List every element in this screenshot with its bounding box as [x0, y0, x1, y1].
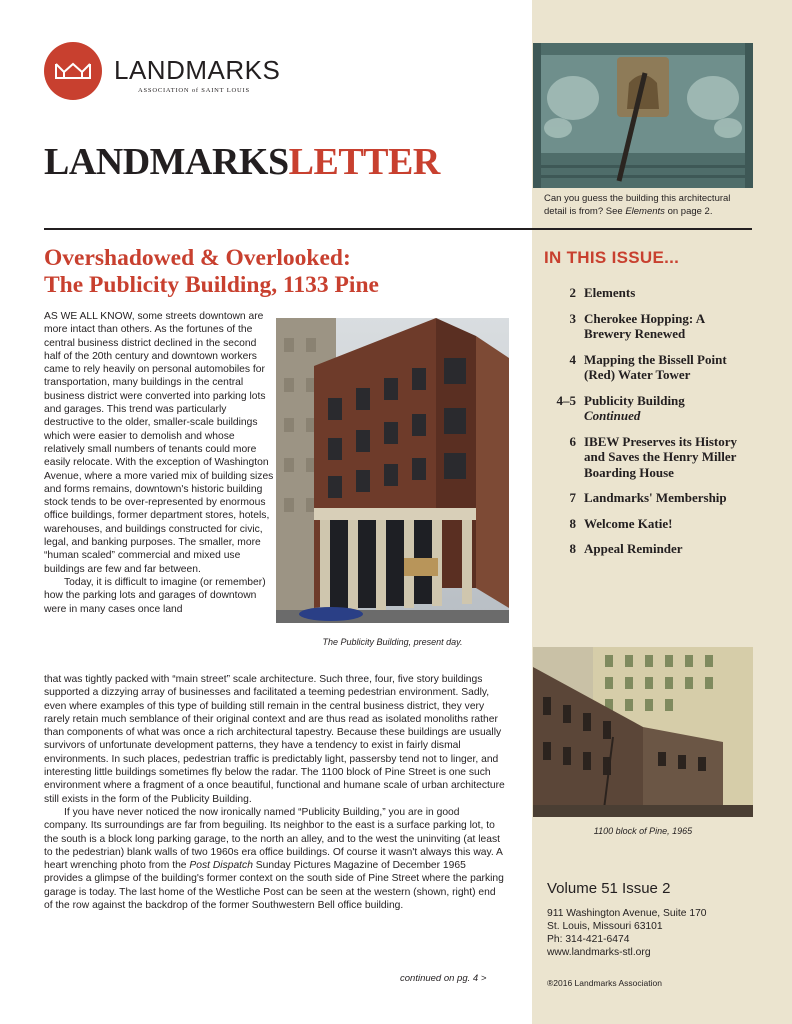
- phone-number: Ph: 314-421-6474: [547, 934, 630, 945]
- architectural-detail-photo: [533, 43, 753, 188]
- address-line: 911 Washington Avenue, Suite 170: [547, 908, 707, 919]
- address-line: St. Louis, Missouri 63101: [547, 921, 663, 932]
- table-of-contents: [548, 285, 748, 567]
- toc-item[interactable]: [548, 393, 748, 424]
- toc-item[interactable]: [548, 434, 748, 481]
- masthead-title: [44, 140, 440, 184]
- paragraph-3-start: If you have never noticed the now ironically named “Publicity Building,” you are in good company. Its surroundings are far from beguiling. Its neighbor to the east is a surface parking lot, to the south is a block long parking garage, to the north an alley, and to the west the uninviting (at least to the pedestrian) blank walls of two 1960s era office buildings. Of course it wasn't always this way. A heart wrenching photo from the: [44, 806, 503, 872]
- toc-item[interactable]: [548, 516, 748, 532]
- toc-title: Appeal Reminder: [584, 541, 683, 556]
- article-column-1: [44, 310, 274, 616]
- contact-address: [547, 907, 707, 959]
- article-paragraph-2-continued: that was tightly packed with “main street” scale architecture. Such three, four, five story buildings supported a dizzying array of businesses and facilitated a teeming pedestrian environment. Sadly, even where examples of this type of building still remain in the central business district, they very rarely retain much semblance of their original context and are thus read as isolated monoliths rather than components of what was once a rich architectural tapestry. Because these buildings are usually survivors of unfortunate development patterns, they have a tendency to exist in fairly dismal environments. In such places, pedestrian traffic is predictably light, passersby tend not to linger, and interesting little buildings sometimes fly below the radar. The 1100 block of Pine Street is one such environment where a fragment of a once beautiful, functional and humane scale of urban architecture still exists in the form of the Publicity Building.: [44, 674, 505, 805]
- article-paragraph-1: AS WE ALL KNOW, some streets downtown are more intact than others. As the fortunes of the central business district declined in the second half of the 20th century and downtown workers came to rely heavily on personal automobiles for transportation, many buildings in the central business district were converted into parking lots and garages. This trend was particularly destructive to the older, smaller-scale buildings which were easier to demolish and whose relatively small numbers of tenants could more easily relocate. With the exception of Washington Avenue, where a more varied mix of building sizes and forms remains, downtown's historic building stock tends to be over-represented by enormous office buildings, former department stores, hotels, warehouses, and buildings constructed for civic, legal, and banking purposes. The smaller, more “human scaled” commercial and mixed use buildings are few and far between.: [44, 311, 274, 575]
- toc-title: Elements: [584, 285, 636, 300]
- toc-page-number: 2: [569, 285, 576, 300]
- detail-caption-elements: Elements: [625, 205, 665, 217]
- logo-name: LANDMARKS: [114, 55, 281, 85]
- copyright-notice: ®2016 Landmarks Association: [547, 978, 662, 988]
- toc-item[interactable]: [548, 352, 748, 383]
- masthead-rule: [44, 228, 752, 230]
- landmarks-logo: [44, 42, 336, 102]
- article-headline: [44, 245, 484, 299]
- headline-line-2: The Publicity Building, 1133 Pine: [44, 272, 379, 298]
- post-dispatch-title: Post Dispatch: [189, 860, 253, 872]
- toc-title-main: Publicity Building: [584, 392, 685, 408]
- detail-caption-end: on page 2.: [664, 205, 713, 217]
- toc-title: Landmarks' Membership: [584, 490, 727, 505]
- toc-page-number: 4: [569, 351, 576, 367]
- logo-subtitle: ASSOCIATION of SAINT LOUIS: [138, 87, 250, 94]
- headline-line-1: Overshadowed & Overlooked:: [44, 245, 351, 271]
- publicity-building-photo: [276, 318, 509, 623]
- article-paragraph-3: [44, 806, 506, 912]
- logo-mark-icon: [44, 42, 102, 100]
- masthead-part-landmarks: LANDMARKS: [44, 141, 289, 183]
- toc-page-number: 3: [569, 310, 576, 326]
- detail-caption-start: Can you guess the building this architectural detail is from? See: [544, 193, 731, 217]
- paragraph-3-end: Sunday Pictures Magazine of December 1965 provides a glimpse of the building's former context on the south side of Pine Street where the parking garage is today. The last home of the Westliche Post can be seen at the western (shown, right) end of the row against the backdrop of the former Southwestern Bell office building.: [44, 860, 504, 912]
- toc-title: [584, 393, 748, 424]
- toc-title: Cherokee Hopping: A Brewery Renewed: [584, 310, 705, 341]
- in-this-issue-heading: IN THIS ISSUE...: [544, 248, 680, 267]
- continued-link[interactable]: continued on pg. 4 >: [400, 973, 487, 984]
- detail-photo-caption: [544, 193, 749, 218]
- toc-item[interactable]: [548, 311, 748, 342]
- toc-page-number: 8: [569, 515, 576, 531]
- toc-item[interactable]: [548, 541, 748, 557]
- toc-title: Mapping the Bissell Point (Red) Water Tower: [584, 351, 727, 382]
- toc-item[interactable]: [548, 285, 748, 301]
- toc-title-sub: Continued: [584, 408, 641, 423]
- masthead-part-letter: LETTER: [288, 141, 440, 183]
- toc-page-number: 7: [569, 490, 576, 505]
- article-paragraph-2: Today, it is difficult to imagine (or remember) how the parking lots and garages of downtown were in many cases once land: [44, 576, 266, 615]
- main-photo-caption: The Publicity Building, present day.: [322, 637, 463, 647]
- article-wide-column: [44, 673, 506, 912]
- toc-page-number: 8: [569, 541, 576, 556]
- pine-block-caption: 1100 block of Pine, 1965: [593, 826, 693, 836]
- toc-title: IBEW Preserves its History and Saves the Henry Miller Boarding House: [584, 433, 737, 480]
- toc-title: Welcome Katie!: [584, 515, 673, 531]
- toc-page-number: 6: [569, 433, 576, 449]
- toc-page-number: 4–5: [556, 392, 576, 408]
- pine-block-1965-photo: [533, 647, 753, 817]
- toc-item[interactable]: [548, 490, 748, 506]
- volume-issue: Volume 51 Issue 2: [547, 880, 671, 897]
- website-link[interactable]: www.landmarks-stl.org: [547, 947, 651, 958]
